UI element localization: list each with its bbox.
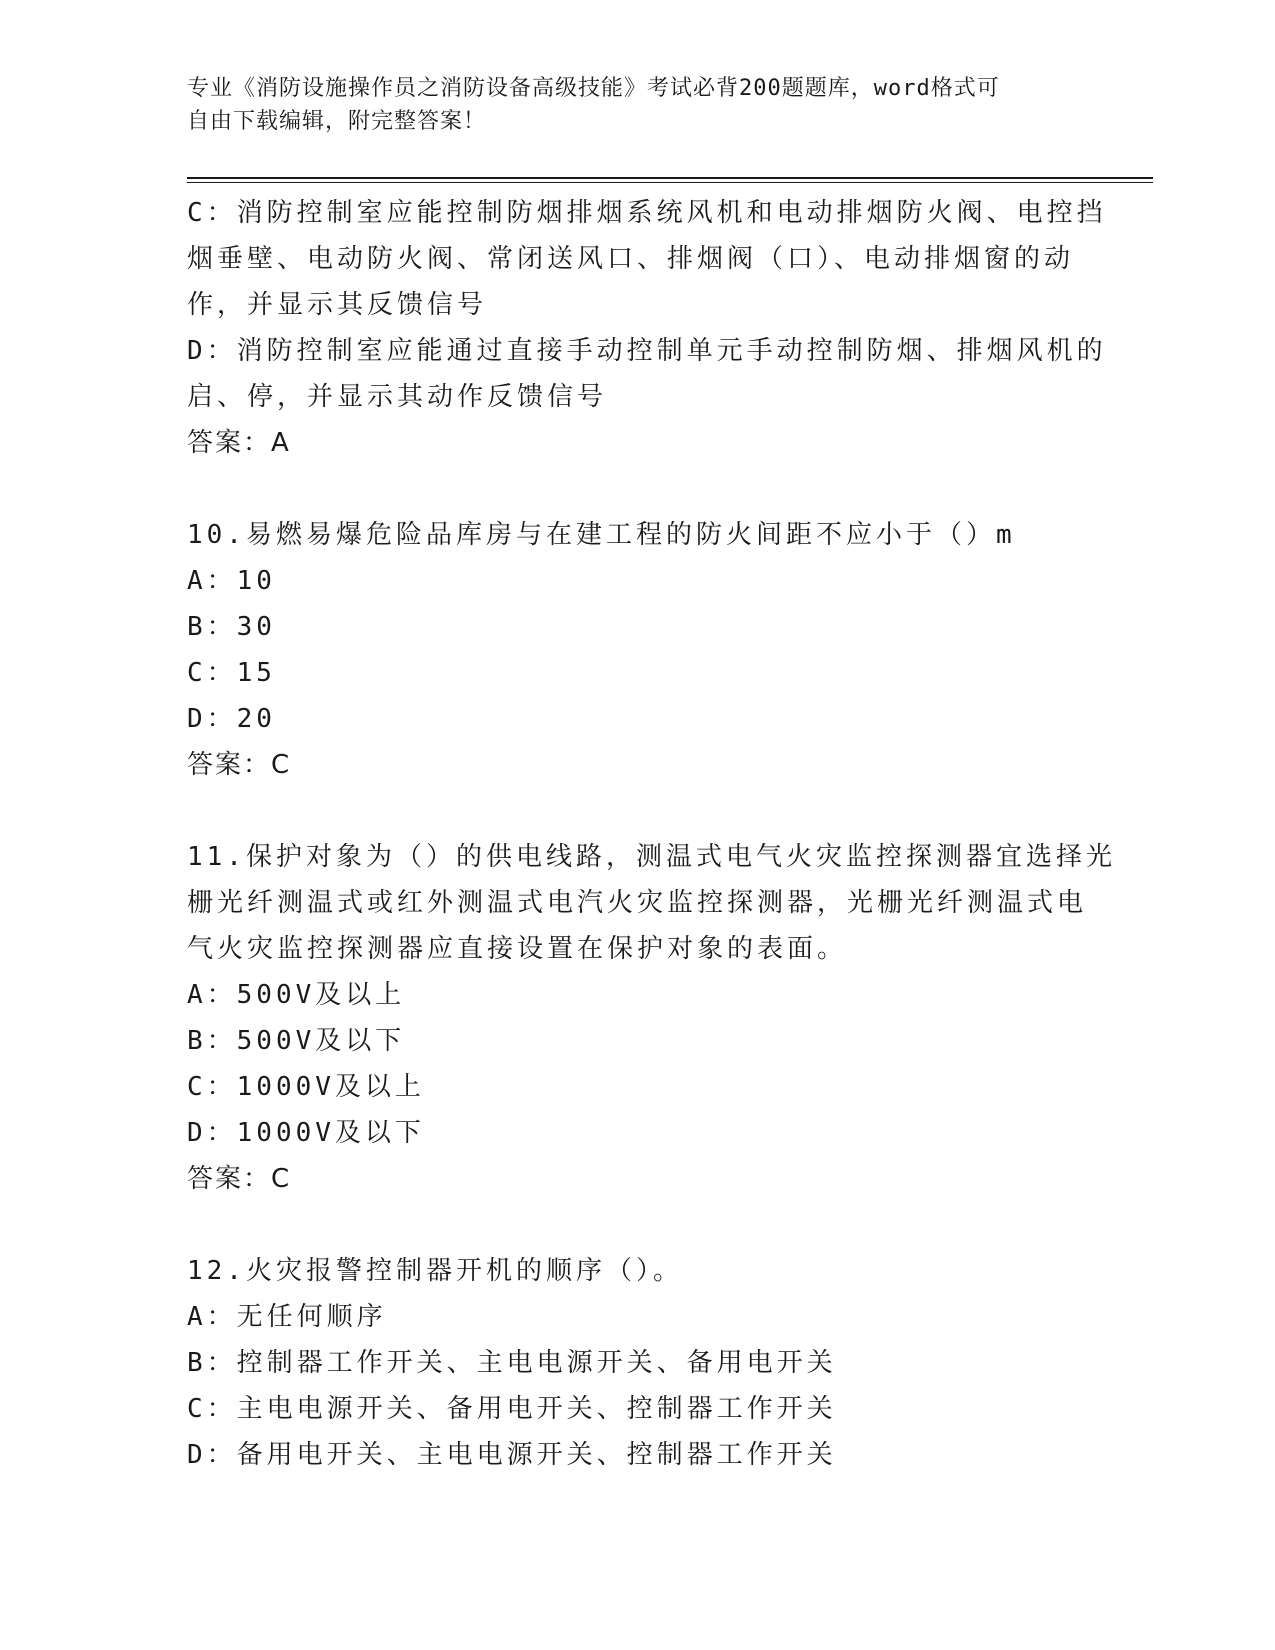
page-header — [187, 72, 1067, 138]
question-text: 栅光纤测温式或红外测温式电汽火灾监控探测器，光栅光纤测温式电 — [187, 888, 1088, 918]
option-c-line: 作，并显示其反馈信号 — [187, 290, 488, 320]
option-b: B：控制器工作开关、主电电源开关、备用电开关 — [187, 1348, 837, 1378]
option-c: C：1000V及以上 — [187, 1072, 425, 1102]
answer-label: 答案：A — [187, 428, 291, 458]
option-d: D：备用电开关、主电电源开关、控制器工作开关 — [187, 1440, 837, 1470]
option-c: C：15 — [187, 658, 276, 688]
header-line-2: 自由下载编辑，附完整答案！ — [187, 109, 487, 134]
answer-label: 答案：C — [187, 1164, 292, 1194]
question-11 — [187, 834, 1116, 1202]
question-text: 气火灾监控探测器应直接设置在保护对象的表面。 — [187, 934, 848, 964]
option-d-line: D：消防控制室应能通过直接手动控制单元手动控制防烟、排烟风机的 — [187, 336, 1107, 366]
header-divider-thick — [187, 177, 1153, 179]
option-d: D：1000V及以下 — [187, 1118, 425, 1148]
header-divider-thin — [187, 182, 1153, 183]
answer-label: 答案：C — [187, 750, 292, 780]
question-text: 10.易燃易爆危险品库房与在建工程的防火间距不应小于（）m — [187, 520, 1016, 550]
header-line-1: 专业《消防设施操作员之消防设备高级技能》考试必背200题题库，word格式可 — [187, 76, 1000, 101]
spacer — [187, 1202, 1087, 1248]
option-c-line: C：消防控制室应能控制防烟排烟系统风机和电动排烟防火阀、电控挡 — [187, 198, 1107, 228]
option-c-line: 烟垂壁、电动防火阀、常闭送风口、排烟阀（口）、电动排烟窗的动 — [187, 244, 1075, 274]
question-text: 12.火灾报警控制器开机的顺序（）。 — [187, 1256, 683, 1286]
spacer — [187, 788, 1087, 834]
option-d-line: 启、停，并显示其动作反馈信号 — [187, 382, 608, 412]
question-text: 11.保护对象为（）的供电线路，测温式电气火灾监控探测器宜选择光 — [187, 842, 1116, 872]
spacer — [187, 466, 1087, 512]
option-a: A：500V及以上 — [187, 980, 406, 1010]
option-b: B：500V及以下 — [187, 1026, 406, 1056]
option-d: D：20 — [187, 704, 276, 734]
question-list — [187, 190, 1116, 1478]
option-a: A：无任何顺序 — [187, 1302, 387, 1332]
question-12 — [187, 1248, 1087, 1478]
option-a: A：10 — [187, 566, 276, 596]
option-b: B：30 — [187, 612, 276, 642]
question-9 — [187, 190, 1107, 466]
option-c: C：主电电源开关、备用电开关、控制器工作开关 — [187, 1394, 837, 1424]
question-10 — [187, 512, 1087, 788]
